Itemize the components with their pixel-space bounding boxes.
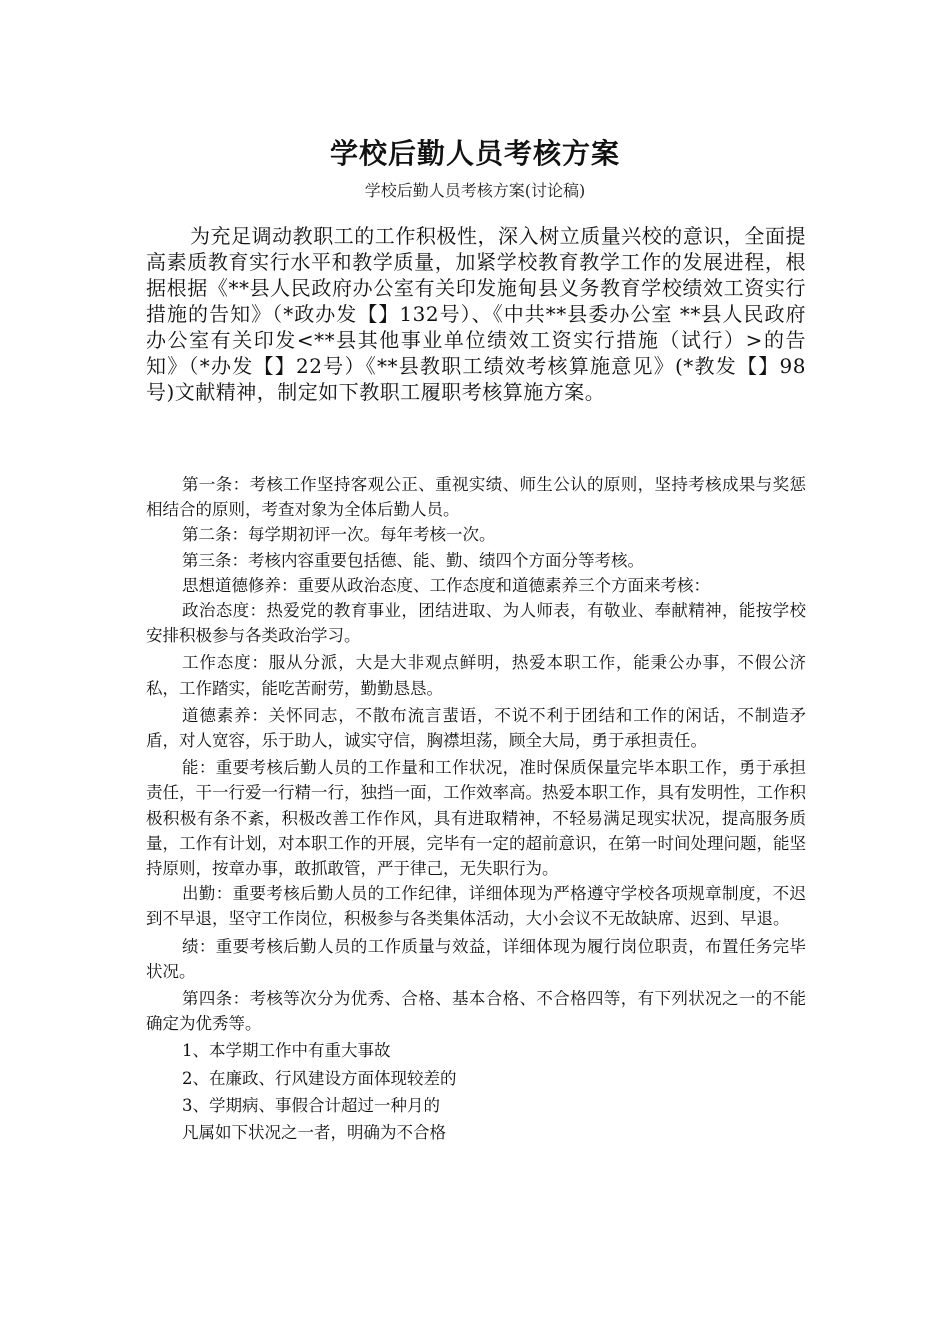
- list-item: 2、在廉政、行风建设方面体现较差的: [182, 1068, 457, 1088]
- document-body: [146, 472, 806, 1145]
- work-attitude: 工作态度：服从分派，大是大非观点鲜明，热爱本职工作，能秉公办事，不假公济私，工作踏实，能吃苦耐劳，勤勤恳恳。: [146, 653, 806, 698]
- moral-section: 思想道德修养：重要从政治态度、工作态度和道德素养三个方面来考核：: [182, 575, 710, 595]
- article-2: 第二条：每学期初评一次。每年考核一次。: [182, 525, 496, 545]
- article-3: 第三条：考核内容重要包括德、能、勤、绩四个方面分等考核。: [182, 550, 644, 570]
- article-1: 第一条：考核工作坚持客观公正、重视实绩、师生公认的原则，坚持考核成果与奖惩相结合的原则，考查对象为全体后勤人员。: [146, 475, 806, 520]
- document-title: 学校后勤人员考核方案: [329, 137, 620, 170]
- political-attitude: 政治态度：热爱党的教育事业，团结进取、为人师表，有敬业、奉献精神，能按学校安排积极参与各类政治学习。: [146, 601, 806, 646]
- list-item: 1、本学期工作中有重大事故: [182, 1041, 391, 1061]
- article-4: 第四条：考核等次分为优秀、合格、基本合格、不合格四等，有下列状况之一的不能确定为优秀等。: [146, 989, 806, 1034]
- performance-section: 绩：重要考核后勤人员的工作质量与效益，详细体现为履行岗位职责，布置任务完毕状况。: [146, 936, 806, 981]
- attendance-section: 出勤：重要考核后勤人员的工作纪律，详细体现为严格遵守学校各项规章制度，不迟到不早退，坚守工作岗位，积极参与各类集体活动，大小会议不无故缺席、迟到、早退。: [146, 884, 806, 929]
- intro-paragraph: 为充足调动教职工的工作积极性，深入树立质量兴校的意识，全面提高素质教育实行水平和教学质量，加紧学校教育教学工作的发展进程，根据根据《**县人民政府办公室有关印发施甸县义务教育学校绩效工资实行措施的告知》（*政办发【】132号）、《中共**县委办公室 **县人民政府办公室有关印发<**县其他事业单位绩效工资实行措施（试行）>的告知》（*办发【】22号）《**县教职工绩效考核算施意见》(*教发【】98号)文献精神，制定如下教职工履职考核算施方案。: [146, 224, 806, 404]
- document-subtitle: 学校后勤人员考核方案(讨论稿): [364, 181, 586, 200]
- list-item: 3、学期病、事假合计超过一种月的: [182, 1095, 440, 1115]
- moral-quality: 道德素养：关怀同志，不散布流言蜚语，不说不利于团结和工作的闲话，不制造矛盾，对人宽容，乐于助人，诚实守信，胸襟坦荡，顾全大局，勇于承担责任。: [146, 705, 806, 751]
- closing-line: 凡属如下状况之一者，明确为不合格: [182, 1123, 446, 1143]
- ability-section: 能：重要考核后勤人员的工作量和工作状况，准时保质保量完毕本职工作，勇于承担责任，干一行爱一行精一行，独挡一面，工作效率高。热爱本职工作，具有发明性，工作积极积极有条不紊，积极改善工作作风，具有进取精神，不轻易满足现实状况，提高服务质量，工作有计划，对本职工作的开展，完毕有一定的超前意识，在第一时间处理问题，能坚持原则，按章办事，敢抓敢管，严于律己，无失职行为。: [146, 758, 806, 879]
